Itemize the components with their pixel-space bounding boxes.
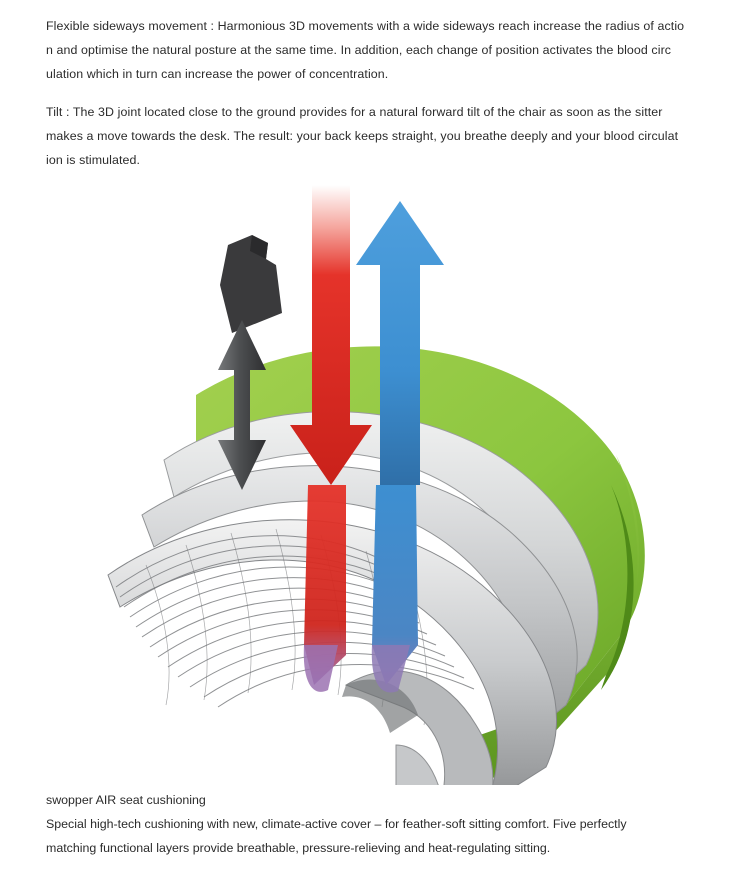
paragraph-line: Tilt : The 3D joint located close to the ground provides for a natural forward tilt of the chair as soon as the sitter: [46, 105, 663, 119]
caption-line: Special high-tech cushioning with new, climate-active cover – for feather-soft sitting comfort. Five perfectly: [46, 817, 627, 831]
dark-block-icon: [220, 235, 282, 333]
base-shell-layer: [342, 671, 493, 785]
swopper-air-seat-cushioning-diagram: [46, 185, 706, 785]
paragraph-line: ulation which in turn can increase the power of concentration.: [46, 67, 389, 81]
caption-line: matching functional layers provide breathable, pressure-relieving and heat-regulating sitting.: [46, 841, 551, 855]
paragraph-tilt: [46, 100, 706, 172]
paragraph-line: n and optimise the natural posture at the same time. In addition, each change of position activates the blood circ: [46, 43, 672, 57]
paragraph-line: Flexible sideways movement : Harmonious 3D movements with a wide sideways reach increase the radius of actio: [46, 19, 685, 33]
figure-caption: [46, 788, 716, 860]
paragraph-flexible-sideways-movement: [46, 14, 706, 86]
caption-title: swopper AIR seat cushioning: [46, 793, 206, 807]
paragraph-line: makes a move towards the desk. The result: your back keeps straight, you breathe deeply and your blood circulat: [46, 129, 679, 143]
paragraph-line: ion is stimulated.: [46, 153, 141, 167]
